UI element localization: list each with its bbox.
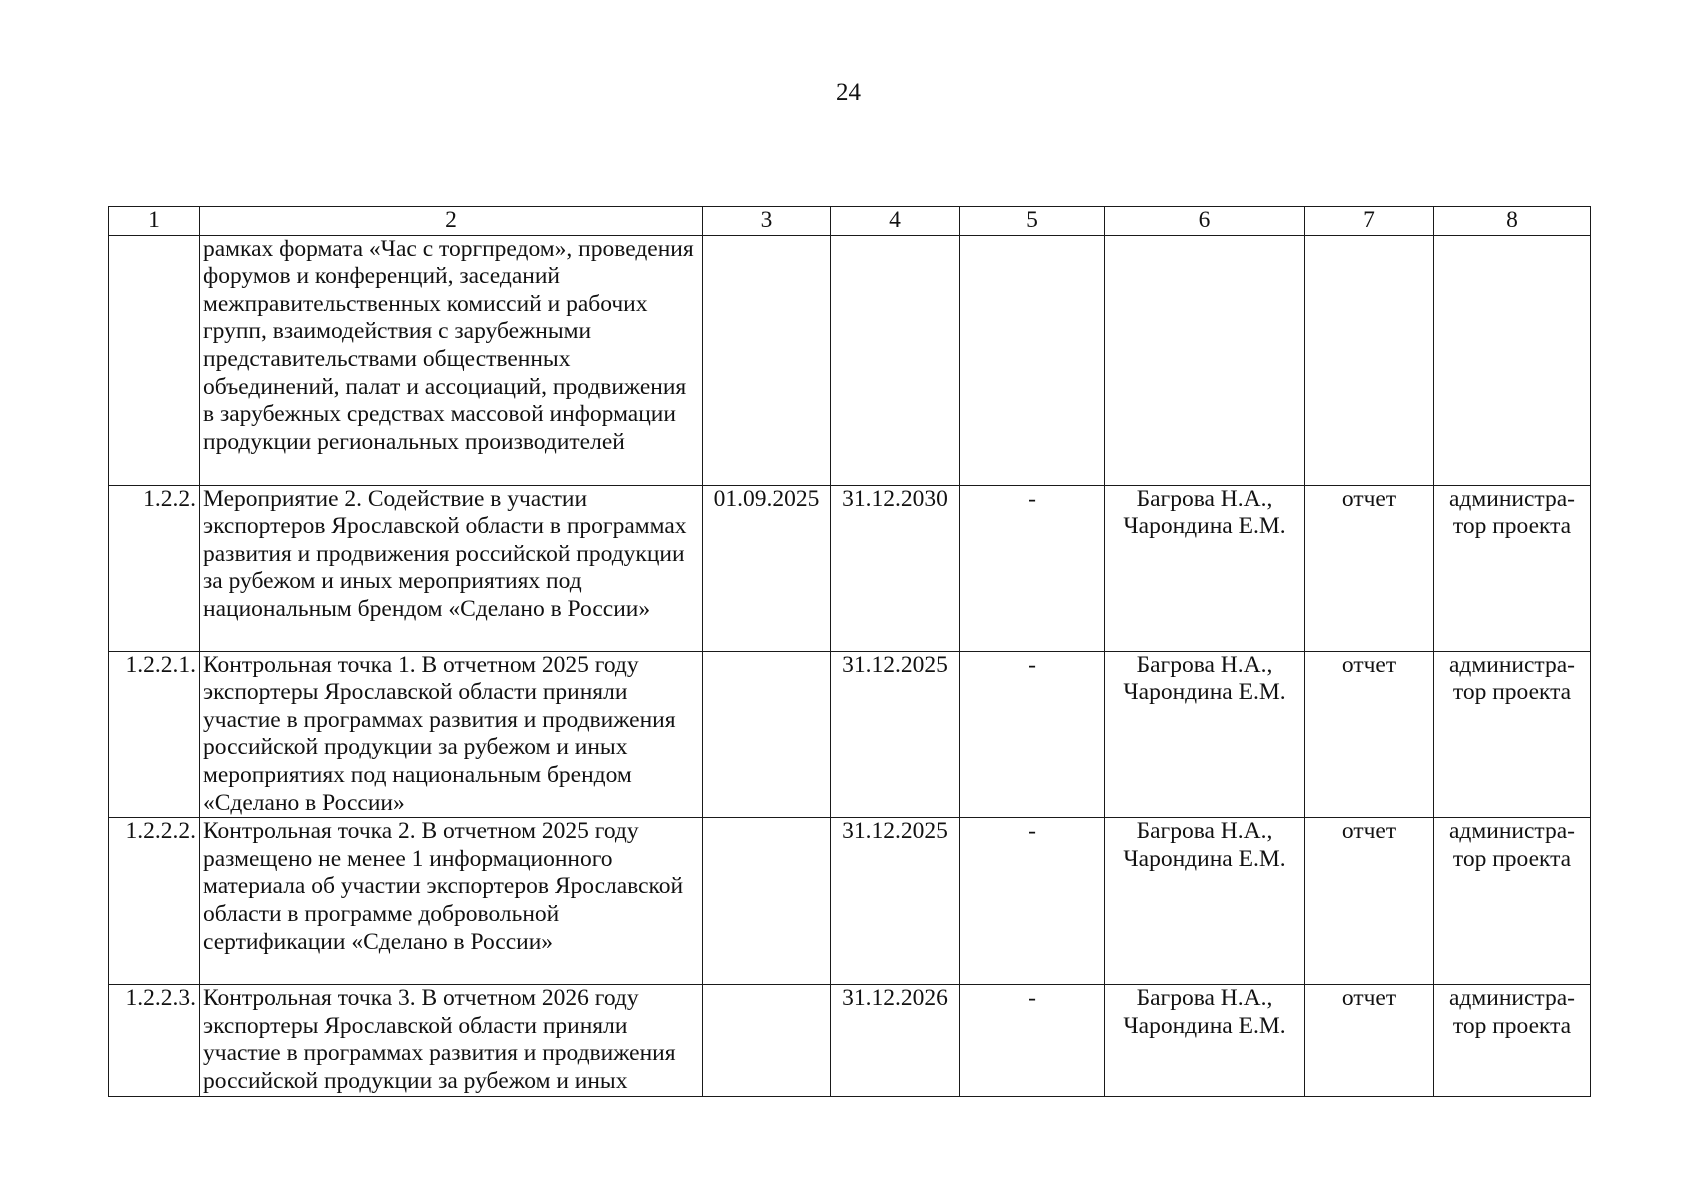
item-number: 1.2.2.1. — [109, 651, 200, 818]
column-number-2: 2 — [200, 207, 703, 236]
end-date — [831, 235, 960, 485]
responsible-persons — [1105, 235, 1305, 485]
table-row — [109, 651, 1591, 818]
column-number-5: 5 — [960, 207, 1105, 236]
column-5-value: - — [960, 651, 1105, 818]
item-description: Контрольная точка 1. В отчетном 2025 году экспортеры Ярославской области приняли участие в программах развития и продвижения российской продукции за рубежом и иных мероприятиях под национальным брендом «Сделано в России» — [200, 651, 703, 818]
column-5-value: - — [960, 985, 1105, 1096]
result-type — [1305, 235, 1434, 485]
item-description: Контрольная точка 2. В отчетном 2025 году размещено не менее 1 информационного материала об участии экспортеров Ярославской области в программе добровольной сертификации «Сделано в России» — [200, 818, 703, 985]
column-number-6: 6 — [1105, 207, 1305, 236]
activities-table — [108, 206, 1591, 1097]
role — [1434, 235, 1591, 485]
start-date — [703, 651, 831, 818]
responsible-persons: Багрова Н.А., Чарондина Е.М. — [1105, 485, 1305, 651]
responsible-persons: Багрова Н.А., Чарондина Е.М. — [1105, 818, 1305, 985]
column-5-value: - — [960, 485, 1105, 651]
column-number-7: 7 — [1305, 207, 1434, 236]
column-5-value: - — [960, 818, 1105, 985]
result-type: отчет — [1305, 651, 1434, 818]
item-number: 1.2.2.3. — [109, 985, 200, 1096]
role: администра-тор проекта — [1434, 485, 1591, 651]
item-description: Контрольная точка 3. В отчетном 2026 году экспортеры Ярославской области приняли участие в программах развития и продвижения российской продукции за рубежом и иных — [200, 985, 703, 1096]
start-date — [703, 235, 831, 485]
column-number-3: 3 — [703, 207, 831, 236]
role: администра-тор проекта — [1434, 651, 1591, 818]
start-date — [703, 818, 831, 985]
end-date: 31.12.2025 — [831, 651, 960, 818]
column-number-8: 8 — [1434, 207, 1591, 236]
table-row — [109, 485, 1591, 651]
column-number-1: 1 — [109, 207, 200, 236]
role: администра-тор проекта — [1434, 818, 1591, 985]
item-number — [109, 235, 200, 485]
table-row — [109, 818, 1591, 985]
page-number: 24 — [836, 79, 861, 106]
start-date — [703, 985, 831, 1096]
column-number-4: 4 — [831, 207, 960, 236]
result-type: отчет — [1305, 818, 1434, 985]
item-description: Мероприятие 2. Содействие в участии экспортеров Ярославской области в программах развития и продвижения российской продукции за рубежом и иных мероприятиях под национальным брендом «Сделано в России» — [200, 485, 703, 651]
end-date: 31.12.2025 — [831, 818, 960, 985]
item-number: 1.2.2. — [109, 485, 200, 651]
column-5-value — [960, 235, 1105, 485]
responsible-persons: Багрова Н.А., Чарондина Е.М. — [1105, 651, 1305, 818]
column-number-header-row — [109, 207, 1591, 236]
end-date: 31.12.2030 — [831, 485, 960, 651]
result-type: отчет — [1305, 485, 1434, 651]
end-date: 31.12.2026 — [831, 985, 960, 1096]
start-date: 01.09.2025 — [703, 485, 831, 651]
item-number: 1.2.2.2. — [109, 818, 200, 985]
result-type: отчет — [1305, 985, 1434, 1096]
table-row — [109, 985, 1591, 1096]
responsible-persons: Багрова Н.А., Чарондина Е.М. — [1105, 985, 1305, 1096]
item-description: рамках формата «Час с торгпредом», проведения форумов и конференций, заседаний межправительственных комиссий и рабочих групп, взаимодействия с зарубежными представительствами общественных объединений, палат и ассоциаций, продвижения в зарубежных средствах массовой информации продукции региональных производителей — [200, 235, 703, 485]
table-row — [109, 235, 1591, 485]
role: администра-тор проекта — [1434, 985, 1591, 1096]
